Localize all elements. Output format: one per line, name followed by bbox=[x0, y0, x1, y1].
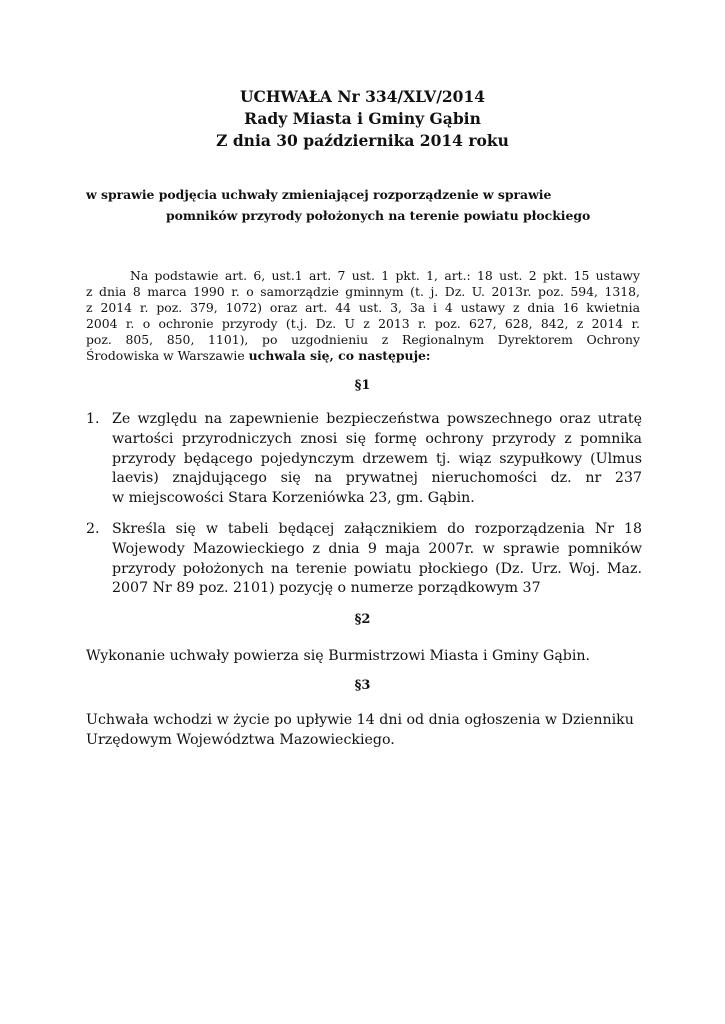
section-1-heading: §1 bbox=[354, 378, 371, 393]
section-3-heading: §3 bbox=[354, 678, 371, 693]
intro-line: 2004 r. o ochronie przyrody (t.j. Dz. U z 2013 r. poz. 627, 628, 842, z 2014 r. bbox=[86, 316, 640, 331]
item-line: w miejscowości Stara Korzeniówka 23, gm. Gąbin. bbox=[112, 490, 475, 507]
section-2-text: Wykonanie uchwały powierza się Burmistrzowi Miasta i Gminy Gąbin. bbox=[86, 648, 591, 664]
resolution-subject bbox=[86, 184, 646, 226]
item-line: laevis) znajdującego się na prywatnej nieruchomości dz. nr 237 bbox=[112, 470, 642, 487]
item-line: przyrody będącego pojedynczym drzewem tj. wiąz szypułkowy (Ulmus bbox=[112, 450, 642, 467]
list-item-text bbox=[112, 410, 642, 509]
subject-line-2: pomników przyrody położonych na terenie powiatu płockiego bbox=[166, 208, 591, 223]
document-header bbox=[0, 86, 725, 152]
section-3-line-2: Urzędowym Województwa Mazowieckiego. bbox=[86, 732, 395, 748]
list-item-number: 2. bbox=[86, 521, 100, 537]
item-line: Ze względu na zapewnienie bezpieczeństwa powszechnego oraz utratę bbox=[112, 411, 642, 427]
resolution-number: UCHWAŁA Nr 334/XLV/2014 bbox=[239, 87, 486, 106]
section-3-line-1: Uchwała wchodzi w życie po upływie 14 dni od dnia ogłoszenia w Dzienniku bbox=[86, 712, 634, 728]
list-item-number: 1. bbox=[86, 411, 100, 427]
council-name: Rady Miasta i Gminy Gąbin bbox=[244, 109, 481, 128]
item-line: przyrody położonych na terenie powiatu płockiego (Dz. Urz. Woj. Maz. bbox=[112, 560, 642, 577]
intro-line: poz. 805, 850, 1101), po uzgodnieniu z Regionalnym Dyrektorem Ochrony bbox=[86, 332, 640, 347]
subject-line-1: w sprawie podjęcia uchwały zmieniającej rozporządzenie w sprawie bbox=[86, 187, 552, 202]
intro-last-plain: Środowiska w Warszawie bbox=[86, 348, 249, 363]
resolution-date: Z dnia 30 października 2014 roku bbox=[216, 131, 509, 150]
intro-last-bold: uchwala się, co następuje: bbox=[248, 348, 431, 363]
intro-line: Na podstawie art. 6, ust.1 art. 7 ust. 1 pkt. 1, art.: 18 ust. 2 pkt. 15 ustawy bbox=[130, 268, 640, 283]
item-line: Wojewody Mazowieckiego z dnia 9 maja 2007r. w sprawie pomników bbox=[112, 540, 642, 557]
item-line: 2007 Nr 89 poz. 2101) pozycję o numerze porządkowym 37 bbox=[112, 580, 541, 597]
intro-last-line bbox=[86, 348, 640, 364]
section-3-text bbox=[86, 710, 646, 750]
item-line: wartości przyrodniczych znosi się formę ochrony przyrody z pomnika bbox=[112, 430, 642, 447]
intro-line: z dnia 8 marca 1990 r. o samorządzie gminnym (t. j. Dz. U. 2013r. poz. 594, 1318, bbox=[86, 284, 640, 299]
list-item-text bbox=[112, 520, 642, 599]
section-2-heading: §2 bbox=[354, 612, 371, 627]
item-line: Skreśla się w tabeli będącej załącznikiem do rozporządzenia Nr 18 bbox=[112, 521, 642, 537]
legal-basis-paragraph bbox=[86, 268, 640, 364]
intro-line: z 2014 r. poz. 379, 1072) oraz art. 44 ust. 3, 3a i 4 ustawy z dnia 16 kwietnia bbox=[86, 300, 640, 315]
